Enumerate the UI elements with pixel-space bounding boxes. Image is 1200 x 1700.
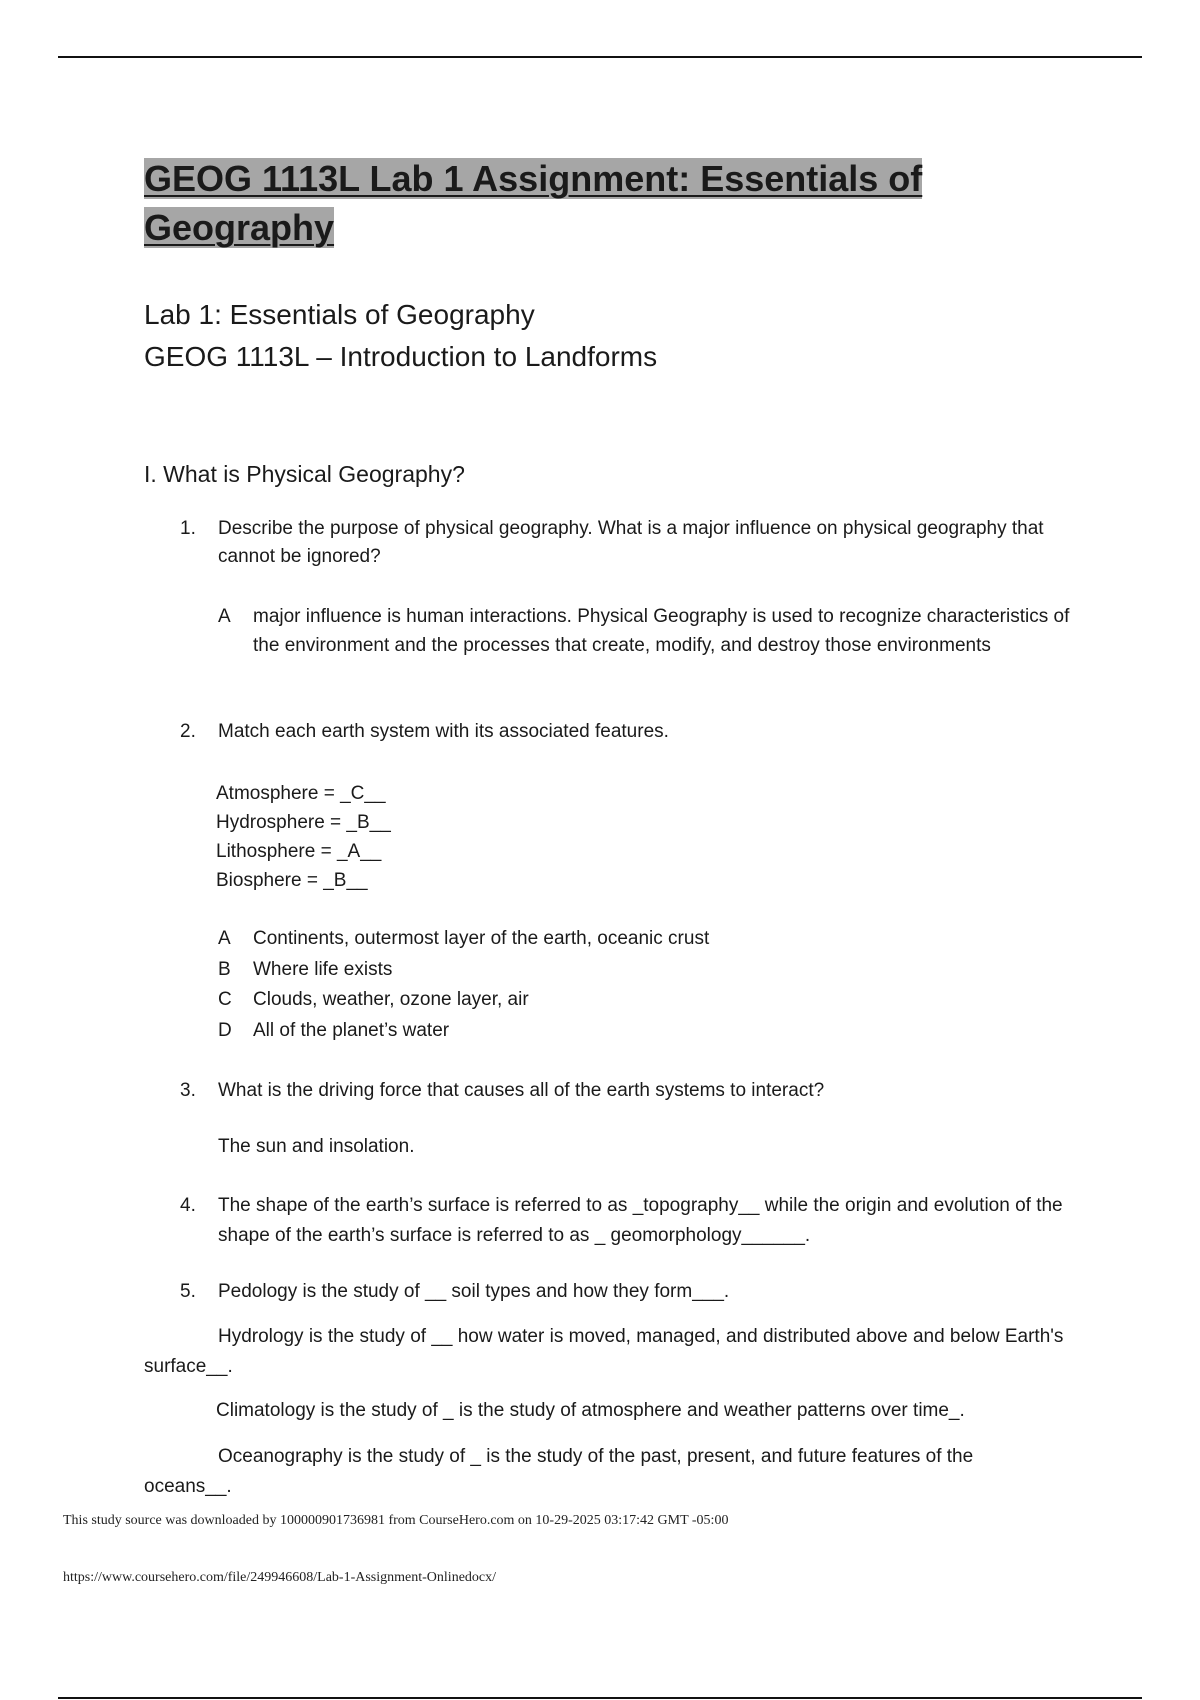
option-text: All of the planet’s water xyxy=(253,1019,450,1041)
option-letter: D xyxy=(218,1019,232,1041)
match-lithosphere: Lithosphere = _A__ xyxy=(216,841,382,862)
question-1-answer xyxy=(218,602,1098,660)
lab-subtitle: Lab 1: Essentials of Geography xyxy=(144,299,535,330)
document-title: GEOG 1113L Lab 1 Assignment: Essentials of Geography xyxy=(144,158,923,248)
oceanography-line: Oceanography is the study of _ is the study of the past, present, and future features of the oceans__. xyxy=(144,1446,974,1497)
match-biosphere: Biosphere = _B__ xyxy=(216,870,368,891)
question-4 xyxy=(180,1191,1080,1251)
climatology-line: Climatology is the study of _ is the study of atmosphere and weather patterns over time_. xyxy=(216,1400,965,1421)
answer-letter: A xyxy=(218,606,231,627)
match-hydrosphere: Hydrosphere = _B__ xyxy=(216,812,391,833)
top-rule xyxy=(58,56,1142,58)
question-3-answer: The sun and insolation. xyxy=(218,1136,415,1157)
question-1 xyxy=(180,515,1080,571)
hydrology-line: Hydrology is the study of __ how water is moved, managed, and distributed above and below Earth's surface__. xyxy=(144,1326,1064,1377)
download-notice: This study source was downloaded by 100000901736981 from CourseHero.com on 10-29-2025 03:17:42 GMT -05:00 xyxy=(63,1513,729,1528)
option-letter: A xyxy=(218,928,231,949)
question-number: 2. xyxy=(180,721,196,742)
question-3 xyxy=(180,1077,1080,1105)
match-answers xyxy=(216,779,391,895)
bottom-rule xyxy=(58,1697,1142,1699)
question-text: What is the driving force that causes all of the earth systems to interact? xyxy=(218,1080,825,1101)
question-number: 3. xyxy=(180,1080,196,1101)
question-5 xyxy=(180,1278,1080,1306)
match-atmosphere: Atmosphere = _C__ xyxy=(216,783,386,804)
question-text: Describe the purpose of physical geography. What is a major influence on physical geography that cannot be ignored? xyxy=(218,518,1044,567)
option-letter: C xyxy=(218,989,232,1010)
option-text: Clouds, weather, ozone layer, air xyxy=(253,989,529,1010)
option-text: Where life exists xyxy=(253,958,393,980)
question-number: 4. xyxy=(180,1195,196,1216)
answer-text: major influence is human interactions. Physical Geography is used to recognize characteristics of the environment and the processes that create, modify, and destroy those environments xyxy=(253,606,1070,656)
question-text: Pedology is the study of __ soil types and how they form___. xyxy=(218,1281,730,1302)
source-url[interactable]: https://www.coursehero.com/file/249946608/Lab-1-Assignment-Onlinedocx/ xyxy=(63,1570,497,1585)
question-number: 5. xyxy=(180,1281,196,1302)
question-text: The shape of the earth’s surface is referred to as _topography__ while the origin and evolution of the shape of the earth’s surface is referred to as _ geomorphology______. xyxy=(218,1195,1063,1246)
option-text: Continents, outermost layer of the earth, oceanic crust xyxy=(253,928,710,949)
option-letter: B xyxy=(218,958,231,980)
course-subtitle: GEOG 1113L – Introduction to Landforms xyxy=(144,341,658,372)
question-number: 1. xyxy=(180,518,196,539)
question-2 xyxy=(180,718,1080,746)
section-heading: I. What is Physical Geography? xyxy=(144,461,465,487)
question-text: Match each earth system with its associated features. xyxy=(218,721,669,742)
